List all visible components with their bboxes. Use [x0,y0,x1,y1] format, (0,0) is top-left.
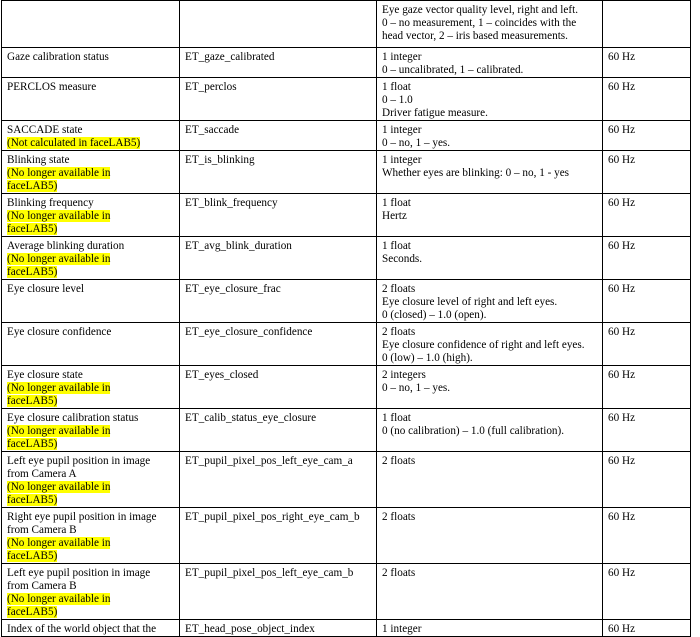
value-description-text: 1 float [382,197,411,209]
parameter-name-cell [2,280,180,323]
parameter-name-cell [2,452,180,508]
identifier-cell [180,508,377,564]
table-row [2,237,691,280]
update-rate-text: 60 Hz [608,567,636,579]
value-description-cell [377,121,603,151]
value-description-cell [377,452,603,508]
table-row [2,620,691,637]
update-rate-cell [603,508,691,564]
update-rate-text: 60 Hz [608,369,636,381]
availability-note: (Not calculated in faceLAB5) [7,137,141,149]
update-rate-text: 60 Hz [608,124,636,136]
parameter-name-text: Right eye pupil position in image [7,511,157,523]
value-description-text: head vector, 2 – iris based measurements. [382,30,568,42]
value-description-cell [377,366,603,409]
value-description-text: 2 floats [382,455,416,467]
table-row [2,194,691,237]
documentation-table [1,0,691,637]
update-rate-cell [603,564,691,620]
value-description-text: 0 (low) – 1.0 (high). [382,352,473,364]
value-description-text: 2 floats [382,326,416,338]
table-row [2,323,691,366]
update-rate-cell [603,237,691,280]
identifier-cell [180,323,377,366]
value-description-cell [377,151,603,194]
value-description-cell [377,323,603,366]
availability-note: (No longer available in [7,253,111,265]
parameter-name-text: Gaze calibration status [7,51,109,63]
value-description-cell [377,564,603,620]
parameter-name-cell [2,323,180,366]
identifier-text: ET_blink_frequency [185,197,278,209]
availability-note: (No longer available in [7,167,111,179]
value-description-text: 1 integer [382,124,422,136]
identifier-cell [180,280,377,323]
identifier-text: ET_is_blinking [185,154,255,166]
value-description-text: Whether eyes are blinking: 0 – no, 1 - yes [382,167,570,179]
identifier-cell [180,48,377,78]
table-row [2,452,691,508]
update-rate-text: 60 Hz [608,511,636,523]
update-rate-cell [603,280,691,323]
update-rate-text: 60 Hz [608,326,636,338]
parameter-name-cell [2,620,180,637]
value-description-text: 0 – no, 1 – yes. [382,137,451,149]
value-description-text: 0 – no, 1 – yes. [382,382,451,394]
identifier-text: ET_eye_closure_confidence [185,326,313,338]
update-rate-cell [603,452,691,508]
parameter-name-cell [2,564,180,620]
value-description-cell [377,194,603,237]
value-description-text: 2 floats [382,567,416,579]
table-row [2,48,691,78]
parameter-name-text: Left eye pupil position in image [7,455,151,467]
identifier-cell [180,452,377,508]
value-description-text: Seconds. [382,253,423,265]
update-rate-text: 60 Hz [608,154,636,166]
availability-note: faceLAB5) [7,180,58,192]
value-description-text: Driver fatigue measure. [382,107,488,119]
value-description-cell [377,78,603,121]
update-rate-cell [603,194,691,237]
value-description-text: 1 integer [382,51,422,63]
parameter-name-cell [2,508,180,564]
parameter-name-text: Index of the world object that the [7,623,157,635]
identifier-text: ET_avg_blink_duration [185,240,292,252]
parameter-name-text: Blinking state [7,154,70,166]
update-rate-cell [603,48,691,78]
parameter-name-cell [2,1,180,48]
availability-note: faceLAB5) [7,395,58,407]
identifier-cell [180,620,377,637]
value-description-cell [377,280,603,323]
value-description-text: Eye closure level of right and left eyes. [382,296,558,308]
availability-note: (No longer available in [7,210,111,222]
value-description-text: 1 float [382,240,411,252]
update-rate-text: 60 Hz [608,455,636,467]
value-description-text: 1 integer [382,623,422,635]
identifier-cell [180,78,377,121]
parameter-name-cell [2,48,180,78]
parameter-name-cell [2,194,180,237]
identifier-cell [180,1,377,48]
availability-note: (No longer available in [7,382,111,394]
table-row [2,280,691,323]
parameter-name-cell [2,409,180,452]
update-rate-text: 60 Hz [608,412,636,424]
identifier-text: ET_eyes_closed [185,369,259,381]
identifier-text: ET_calib_status_eye_closure [185,412,317,424]
availability-note: faceLAB5) [7,550,58,562]
identifier-text: ET_eye_closure_frac [185,283,281,295]
table-body [2,1,691,637]
value-description-text: Eye gaze vector quality level, right and left. [382,4,579,16]
value-description-cell [377,620,603,637]
parameter-name-cell [2,121,180,151]
table-row [2,121,691,151]
availability-note: (No longer available in [7,593,111,605]
parameter-name-text: Left eye pupil position in image [7,567,151,579]
identifier-text: ET_head_pose_object_index [185,623,315,635]
parameter-name-text: Blinking frequency [7,197,94,209]
availability-note: faceLAB5) [7,266,58,278]
value-description-cell [377,48,603,78]
table-row [2,1,691,48]
update-rate-text: 60 Hz [608,51,636,63]
value-description-text: 2 floats [382,283,416,295]
availability-note: (No longer available in [7,481,111,493]
value-description-text: 0 – uncalibrated, 1 – calibrated. [382,64,524,76]
update-rate-cell [603,121,691,151]
value-description-text: 2 floats [382,511,416,523]
parameter-name-text: Eye closure calibration status [7,412,139,424]
identifier-text: ET_pupil_pixel_pos_left_eye_cam_b [185,567,354,579]
value-description-text: 1 integer [382,154,422,166]
table-row [2,151,691,194]
parameter-name-text: from Camera A [7,468,77,480]
parameter-name-text: SACCADE state [7,124,83,136]
parameter-name-text: from Camera B [7,580,77,592]
parameter-name-text: Eye closure state [7,369,83,381]
value-description-text: 0 – 1.0 [382,94,413,106]
update-rate-cell [603,1,691,48]
value-description-cell [377,409,603,452]
parameter-name-text: PERCLOS measure [7,81,97,93]
identifier-text: ET_pupil_pixel_pos_left_eye_cam_a [185,455,353,467]
update-rate-text: 60 Hz [608,81,636,93]
identifier-cell [180,151,377,194]
availability-note: faceLAB5) [7,438,58,450]
identifier-text: ET_pupil_pixel_pos_right_eye_cam_b [185,511,360,523]
parameter-name-text: Average blinking duration [7,240,125,252]
table-row [2,78,691,121]
identifier-cell [180,121,377,151]
identifier-text: ET_perclos [185,81,237,93]
parameter-name-cell [2,237,180,280]
value-description-text: Eye closure confidence of right and left eyes. [382,339,585,351]
value-description-text: 1 float [382,81,411,93]
update-rate-cell [603,323,691,366]
parameter-name-cell [2,151,180,194]
availability-note: faceLAB5) [7,606,58,618]
value-description-text: 0 – no measurement, 1 – coincides with the [382,17,577,29]
availability-note: faceLAB5) [7,223,58,235]
update-rate-cell [603,151,691,194]
table-row [2,366,691,409]
value-description-text: Hertz [382,210,407,222]
table-row [2,409,691,452]
value-description-cell [377,1,603,48]
update-rate-cell [603,620,691,637]
table-row [2,564,691,620]
table-row [2,508,691,564]
identifier-cell [180,409,377,452]
availability-note: (No longer available in [7,425,111,437]
update-rate-text: 60 Hz [608,623,636,635]
identifier-cell [180,564,377,620]
value-description-text: 2 integers [382,369,426,381]
identifier-cell [180,237,377,280]
availability-note: faceLAB5) [7,494,58,506]
availability-note: (No longer available in [7,537,111,549]
update-rate-cell [603,366,691,409]
parameter-name-text: from Camera B [7,524,77,536]
identifier-text: ET_saccade [185,124,240,136]
parameter-name-cell [2,78,180,121]
value-description-text: 0 (closed) – 1.0 (open). [382,309,487,321]
parameter-name-text: Eye closure confidence [7,326,112,338]
value-description-cell [377,237,603,280]
value-description-text: 1 float [382,412,411,424]
parameter-name-cell [2,366,180,409]
identifier-cell [180,366,377,409]
identifier-cell [180,194,377,237]
update-rate-text: 60 Hz [608,240,636,252]
value-description-text: 0 (no calibration) – 1.0 (full calibration). [382,425,565,437]
update-rate-cell [603,409,691,452]
update-rate-text: 60 Hz [608,283,636,295]
parameter-name-text: Eye closure level [7,283,85,295]
update-rate-cell [603,78,691,121]
update-rate-text: 60 Hz [608,197,636,209]
value-description-cell [377,508,603,564]
identifier-text: ET_gaze_calibrated [185,51,275,63]
